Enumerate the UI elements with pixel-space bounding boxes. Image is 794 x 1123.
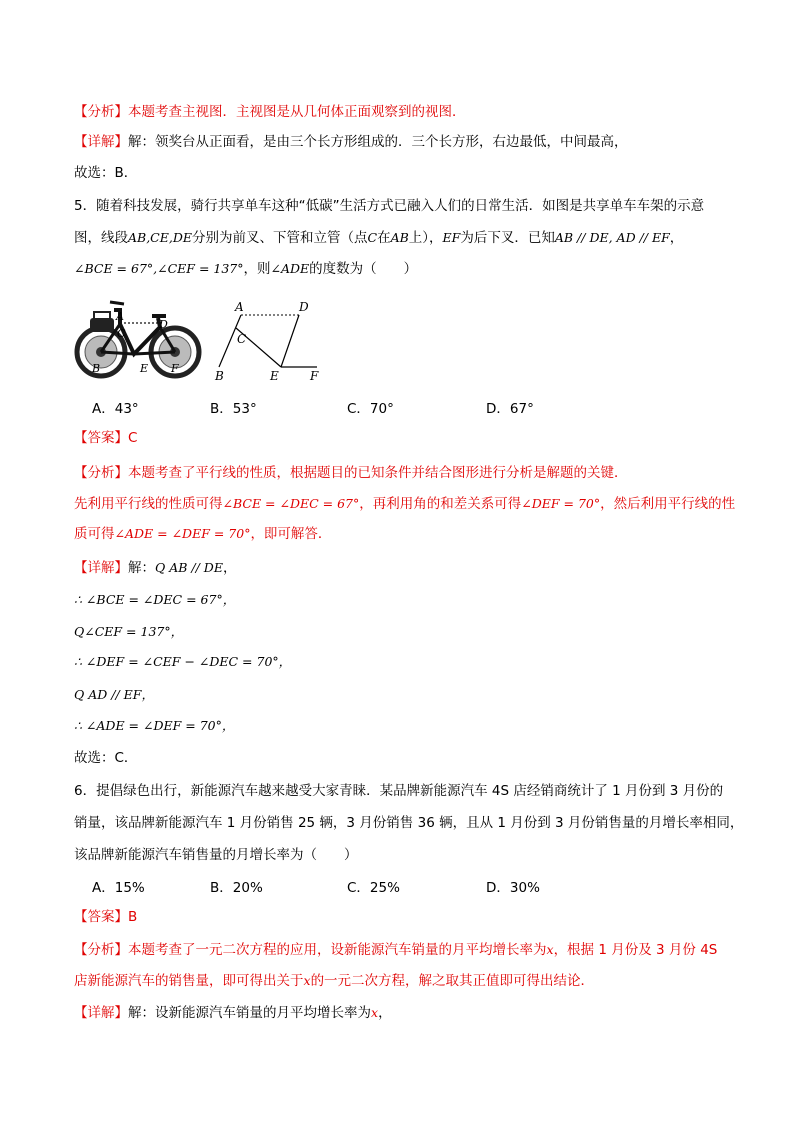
- text: ，则: [243, 261, 271, 277]
- q5-option-d: D．67°: [486, 401, 534, 417]
- text: 的度数为（ ）: [309, 261, 418, 277]
- text: 店新能源汽车的销售量，即可得出关于: [74, 973, 304, 989]
- analysis-tag: 【分析】: [74, 942, 128, 958]
- q4-choose: 故选：B．: [74, 165, 138, 181]
- text: ，即可解答．: [250, 526, 332, 542]
- math: AB // DE, AD // EF: [554, 230, 670, 245]
- text: 在: [377, 230, 391, 246]
- q5-figure: [74, 294, 334, 386]
- bike-label-b: B: [92, 362, 101, 375]
- q5-analysis-line2: [74, 494, 734, 514]
- math: Q AB // DE: [155, 560, 223, 575]
- q5-answer: [74, 428, 734, 448]
- q6-option-a: A．15%: [92, 880, 145, 896]
- q5-analysis: [74, 463, 734, 483]
- bike-label-c: C: [117, 327, 126, 340]
- q6-detail: [74, 1003, 734, 1023]
- q6-answer: [74, 907, 734, 927]
- q4-detail-text: 解：领奖台从正面看，是由三个长方形组成的．三个长方形，右边最低，中间最高，: [128, 134, 628, 150]
- q5-analysis-text: 本题考查了平行线的性质，根据题目的已知条件并结合图形进行分析是解题的关键．: [128, 465, 628, 481]
- math: x: [371, 1005, 379, 1020]
- math: AB,CE,DE: [128, 230, 192, 245]
- bike-label-f: F: [171, 362, 179, 375]
- math: ∠ADE: [270, 261, 310, 276]
- text: ，然后利用平行线的性: [600, 496, 736, 512]
- q5-stem-line1: 5．随着科技发展，骑行共享单车这种“低碳”生活方式已融入人们的日常生活．如图是共享单车车架的示意: [74, 198, 705, 214]
- q5-detail: [74, 558, 734, 578]
- label-b: B: [215, 369, 224, 383]
- q6-options: [92, 876, 652, 896]
- text: 的一元二次方程，解之取其正值即可得出结论．: [310, 973, 595, 989]
- text: ，再利用角的和差关系可得: [359, 496, 522, 512]
- text: 分别为前叉、下管和立管（点: [192, 230, 368, 246]
- math: C: [367, 230, 378, 245]
- detail-tag: 【详解】: [74, 1005, 128, 1021]
- math: EF: [442, 230, 461, 245]
- label-f: F: [310, 369, 319, 383]
- q5-step5: ∴ ∠ADE = ∠DEF = 70°，: [74, 718, 235, 733]
- text: ，: [378, 1005, 392, 1021]
- math: ∠BCE = ∠DEC = 67°: [222, 496, 360, 511]
- text: 为后下叉．已知: [460, 230, 555, 246]
- text: 解：设新能源汽车销量的月平均增长率为: [128, 1005, 371, 1021]
- q5-analysis-line3: [74, 524, 734, 544]
- detail-tag: 【详解】: [74, 134, 128, 150]
- q5-option-b: B．53°: [210, 401, 257, 417]
- analysis-tag: 【分析】: [74, 465, 128, 481]
- analysis-tag: 【分析】: [74, 104, 128, 120]
- q4-analysis: [74, 102, 734, 122]
- bike-label-a: A: [116, 310, 124, 323]
- label-d: D: [299, 300, 309, 314]
- q5-step1: ∴ ∠BCE = ∠DEC = 67°，: [74, 592, 236, 607]
- q6-option-b: B．20%: [210, 880, 263, 896]
- text: 解：: [128, 560, 155, 576]
- q6-stem-line2: 销量，该品牌新能源汽车 1 月份销售 25 辆，3 月份销售 36 辆，且从 1 月份到 3 月份销售量的月增长率相同，: [74, 815, 744, 831]
- q5-choose: 故选：C．: [74, 750, 138, 766]
- bike-label-e: E: [140, 362, 149, 375]
- q5-answer-value: C: [128, 430, 138, 446]
- math: AB: [390, 230, 409, 245]
- bicycle-image: [77, 302, 199, 376]
- label-c: C: [237, 332, 247, 346]
- math: ∠ADE = ∠DEF = 70°: [114, 526, 251, 541]
- label-a: A: [235, 300, 244, 314]
- text: ，根据 1 月份及 3 月份 4S: [553, 942, 718, 958]
- math: ∠DEF = 70°: [521, 496, 601, 511]
- label-e: E: [270, 369, 279, 383]
- q4-analysis-text: 本题考查主视图．主视图是从几何体正面观察到的视图．: [128, 104, 466, 120]
- text: 先利用平行线的性质可得: [74, 496, 223, 512]
- q5-stem-line2: [74, 228, 734, 248]
- math: x: [546, 942, 554, 957]
- answer-tag: 【答案】: [74, 909, 128, 925]
- q5-step2: Q∠CEF = 137°，: [74, 624, 184, 639]
- math: ∠BCE = 67°,∠CEF = 137°: [74, 261, 244, 276]
- text: 本题考查了一元二次方程的应用，设新能源汽车销量的月平均增长率为: [128, 942, 547, 958]
- text: 图，线段: [74, 230, 128, 246]
- answer-tag: 【答案】: [74, 430, 128, 446]
- geometry-diagram: [214, 300, 319, 383]
- q6-analysis: [74, 940, 734, 960]
- text: ，: [222, 560, 237, 576]
- q6-option-d: D．30%: [486, 880, 540, 896]
- q6-stem-line3: 该品牌新能源汽车销售量的月增长率为（ ）: [74, 847, 358, 863]
- q6-option-c: C．25%: [347, 880, 400, 896]
- text: 上），: [408, 230, 443, 246]
- q6-answer-value: B: [128, 909, 138, 925]
- text: 质可得: [74, 526, 115, 542]
- text: ，: [669, 230, 684, 246]
- q6-stem-line1: 6．提倡绿色出行，新能源汽车越来越受大家青睐．某品牌新能源汽车 4S 店经销商统计了 1 月份到 3 月份的: [74, 783, 724, 799]
- q5-stem-line3: [74, 259, 734, 279]
- q5-option-a: A．43°: [92, 401, 139, 417]
- detail-tag: 【详解】: [74, 560, 128, 576]
- q6-analysis-line2: [74, 971, 734, 991]
- q5-options: [92, 397, 652, 417]
- math: x: [303, 973, 311, 988]
- q5-step3: ∴ ∠DEF = ∠CEF − ∠DEC = 70°，: [74, 654, 292, 669]
- bike-label-d: D: [159, 318, 168, 331]
- q4-detail: [74, 132, 734, 152]
- q5-step4: Q AD // EF，: [74, 687, 154, 702]
- q5-option-c: C．70°: [347, 401, 394, 417]
